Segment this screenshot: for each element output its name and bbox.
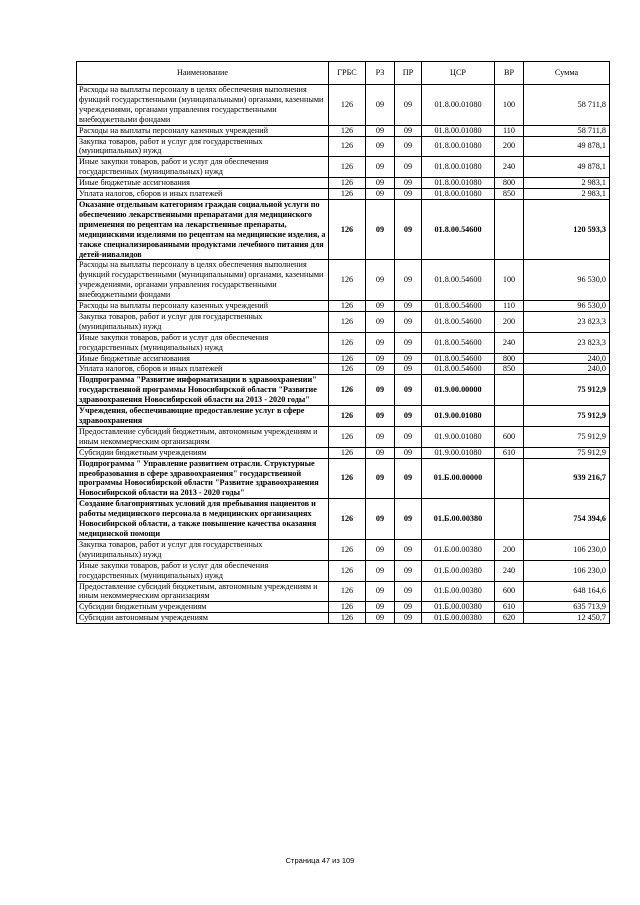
cell-sum: 635 713,9 — [524, 602, 610, 613]
cell-sum: 754 394,6 — [524, 499, 610, 540]
cell-pr: 09 — [395, 375, 422, 406]
header-csr: ЦСР — [422, 62, 495, 85]
cell-pr: 09 — [395, 602, 422, 613]
cell-name: Закупка товаров, работ и услуг для государственных (муниципальных) нужд — [77, 311, 329, 332]
cell-csr: 01.8.00.54600 — [422, 260, 495, 301]
cell-pr: 09 — [395, 157, 422, 178]
cell-csr: 01.Б.00.00380 — [422, 499, 495, 540]
cell-name: Иные бюджетные ассигнования — [77, 353, 329, 364]
cell-sum: 75 912,9 — [524, 375, 610, 406]
cell-sum: 2 983,1 — [524, 178, 610, 189]
cell-pr: 09 — [395, 178, 422, 189]
cell-name: Уплата налогов, сборов и иных платежей — [77, 364, 329, 375]
cell-sum: 12 450,7 — [524, 613, 610, 624]
cell-grbs: 126 — [329, 560, 366, 581]
table-row — [77, 499, 610, 540]
cell-vr — [495, 406, 524, 427]
cell-vr: 110 — [495, 125, 524, 136]
cell-vr: 200 — [495, 136, 524, 157]
cell-csr: 01.8.00.54600 — [422, 199, 495, 259]
cell-rz: 09 — [366, 178, 395, 189]
cell-name: Создание благоприятных условий для пребывания пациентов и работы медицинского персонала в медицинских организациях Новосибирской области, а также повышение качества оказания медицинской помощи — [77, 499, 329, 540]
cell-sum: 648 164,6 — [524, 581, 610, 602]
cell-grbs: 126 — [329, 136, 366, 157]
cell-csr: 01.9.00.01080 — [422, 447, 495, 458]
cell-sum: 939 216,7 — [524, 458, 610, 499]
cell-csr: 01.8.00.54600 — [422, 311, 495, 332]
cell-grbs: 126 — [329, 581, 366, 602]
cell-vr: 610 — [495, 602, 524, 613]
budget-table — [76, 61, 610, 624]
cell-vr: 200 — [495, 539, 524, 560]
cell-vr: 240 — [495, 332, 524, 353]
cell-rz: 09 — [366, 157, 395, 178]
table-row — [77, 178, 610, 189]
cell-name: Подпрограмма "Развитие информатизации в здравоохранении" государственной программы Новосибирской области "Развитие здравоохранения Новосибирской области на 2013 - 2020 годы" — [77, 375, 329, 406]
table-row — [77, 613, 610, 624]
header-name: Наименование — [77, 62, 329, 85]
cell-rz: 09 — [366, 426, 395, 447]
cell-vr: 620 — [495, 613, 524, 624]
cell-rz: 09 — [366, 136, 395, 157]
table-row — [77, 157, 610, 178]
cell-sum: 120 593,3 — [524, 199, 610, 259]
cell-sum: 106 230,0 — [524, 560, 610, 581]
cell-grbs: 126 — [329, 602, 366, 613]
cell-pr: 09 — [395, 311, 422, 332]
cell-vr: 800 — [495, 353, 524, 364]
cell-sum: 96 530,0 — [524, 260, 610, 301]
cell-csr: 01.8.00.54600 — [422, 364, 495, 375]
cell-csr: 01.8.00.01080 — [422, 178, 495, 189]
cell-sum: 75 912,9 — [524, 426, 610, 447]
table-body — [77, 85, 610, 624]
table-header-row — [77, 62, 610, 85]
cell-name: Расходы на выплаты персоналу казенных учреждений — [77, 125, 329, 136]
cell-vr: 100 — [495, 260, 524, 301]
cell-csr: 01.8.00.01080 — [422, 189, 495, 200]
cell-rz: 09 — [366, 85, 395, 126]
cell-sum: 75 912,9 — [524, 447, 610, 458]
table-row — [77, 539, 610, 560]
cell-pr: 09 — [395, 447, 422, 458]
cell-name: Учреждения, обеспечивающие предоставление услуг в сфере здравоохранения — [77, 406, 329, 427]
cell-name: Предоставление субсидий бюджетным, автономным учреждениям и иным некоммерческим организациям — [77, 581, 329, 602]
cell-pr: 09 — [395, 332, 422, 353]
cell-pr: 09 — [395, 136, 422, 157]
cell-rz: 09 — [366, 301, 395, 312]
cell-vr: 600 — [495, 426, 524, 447]
cell-pr: 09 — [395, 406, 422, 427]
cell-grbs: 126 — [329, 178, 366, 189]
cell-name: Подпрограмма " Управление развитием отрасли. Структурные преобразования в сфере здравоохранения" государственной программы Новосибирской области "Развитие здравоохранения Новосибирской области на 2013 - 2020 годы" — [77, 458, 329, 499]
cell-sum: 240,0 — [524, 364, 610, 375]
cell-grbs: 126 — [329, 499, 366, 540]
cell-rz: 09 — [366, 613, 395, 624]
cell-pr: 09 — [395, 539, 422, 560]
table-row — [77, 85, 610, 126]
cell-name: Иные закупки товаров, работ и услуг для обеспечения государственных (муниципальных) нужд — [77, 560, 329, 581]
table-row — [77, 189, 610, 200]
cell-csr: 01.Б.00.00380 — [422, 602, 495, 613]
table-row — [77, 332, 610, 353]
cell-rz: 09 — [366, 560, 395, 581]
cell-name: Расходы на выплаты персоналу казенных учреждений — [77, 301, 329, 312]
cell-name: Субсидии автономным учреждениям — [77, 613, 329, 624]
cell-rz: 09 — [366, 189, 395, 200]
cell-csr: 01.8.00.54600 — [422, 301, 495, 312]
cell-pr: 09 — [395, 189, 422, 200]
cell-vr: 600 — [495, 581, 524, 602]
table-row — [77, 364, 610, 375]
cell-csr: 01.Б.00.00380 — [422, 613, 495, 624]
table-row — [77, 602, 610, 613]
cell-grbs: 126 — [329, 613, 366, 624]
cell-grbs: 126 — [329, 458, 366, 499]
table-row — [77, 560, 610, 581]
cell-pr: 09 — [395, 85, 422, 126]
table-row — [77, 311, 610, 332]
cell-csr: 01.8.00.01080 — [422, 136, 495, 157]
cell-pr: 09 — [395, 458, 422, 499]
cell-rz: 09 — [366, 311, 395, 332]
cell-csr: 01.8.00.01080 — [422, 125, 495, 136]
table-row — [77, 260, 610, 301]
cell-rz: 09 — [366, 447, 395, 458]
cell-vr — [495, 458, 524, 499]
cell-pr: 09 — [395, 426, 422, 447]
cell-csr: 01.Б.00.00000 — [422, 458, 495, 499]
table-row — [77, 406, 610, 427]
cell-rz: 09 — [366, 364, 395, 375]
cell-name: Уплата налогов, сборов и иных платежей — [77, 189, 329, 200]
cell-name: Оказание отдельным категориям граждан социальной услуги по обеспечению лекарственными препаратами для медицинского применения по рецептам на лекарственные препараты, медицинскими изделиями по рецептам на медицинские изделия, а также специализированными продуктами лечебного питания для детей-инвалидов — [77, 199, 329, 259]
cell-grbs: 126 — [329, 260, 366, 301]
cell-pr: 09 — [395, 364, 422, 375]
cell-name: Расходы на выплаты персоналу в целях обеспечения выполнения функций государственными (муниципальными) органами, казенными учреждениями, органами управления государственными внебюджетными фондами — [77, 260, 329, 301]
cell-grbs: 126 — [329, 189, 366, 200]
cell-sum: 23 823,3 — [524, 311, 610, 332]
cell-name: Иные закупки товаров, работ и услуг для обеспечения государственных (муниципальных) нужд — [77, 157, 329, 178]
cell-grbs: 126 — [329, 539, 366, 560]
cell-rz: 09 — [366, 406, 395, 427]
cell-pr: 09 — [395, 613, 422, 624]
cell-grbs: 126 — [329, 157, 366, 178]
cell-vr: 610 — [495, 447, 524, 458]
cell-vr: 100 — [495, 85, 524, 126]
cell-vr: 850 — [495, 364, 524, 375]
cell-name: Субсидии бюджетным учреждениям — [77, 602, 329, 613]
table-row — [77, 125, 610, 136]
cell-csr: 01.Б.00.00380 — [422, 539, 495, 560]
cell-sum: 106 230,0 — [524, 539, 610, 560]
table-row — [77, 301, 610, 312]
cell-pr: 09 — [395, 353, 422, 364]
cell-csr: 01.9.00.00000 — [422, 375, 495, 406]
cell-sum: 58 711,8 — [524, 125, 610, 136]
table-row — [77, 353, 610, 364]
cell-pr: 09 — [395, 301, 422, 312]
header-grbs: ГРБС — [329, 62, 366, 85]
cell-sum: 23 823,3 — [524, 332, 610, 353]
cell-grbs: 126 — [329, 311, 366, 332]
table-row — [77, 458, 610, 499]
table-row — [77, 447, 610, 458]
cell-grbs: 126 — [329, 353, 366, 364]
cell-name: Иные бюджетные ассигнования — [77, 178, 329, 189]
table-row — [77, 581, 610, 602]
cell-sum: 96 530,0 — [524, 301, 610, 312]
cell-grbs: 126 — [329, 301, 366, 312]
cell-pr: 09 — [395, 199, 422, 259]
cell-name: Закупка товаров, работ и услуг для государственных (муниципальных) нужд — [77, 136, 329, 157]
cell-grbs: 126 — [329, 125, 366, 136]
cell-grbs: 126 — [329, 85, 366, 126]
cell-csr: 01.Б.00.00380 — [422, 581, 495, 602]
table-row — [77, 136, 610, 157]
cell-csr: 01.9.00.01080 — [422, 426, 495, 447]
cell-rz: 09 — [366, 125, 395, 136]
cell-rz: 09 — [366, 260, 395, 301]
cell-rz: 09 — [366, 458, 395, 499]
cell-pr: 09 — [395, 260, 422, 301]
header-vr: ВР — [495, 62, 524, 85]
cell-name: Закупка товаров, работ и услуг для государственных (муниципальных) нужд — [77, 539, 329, 560]
cell-grbs: 126 — [329, 199, 366, 259]
cell-rz: 09 — [366, 581, 395, 602]
cell-name: Расходы на выплаты персоналу в целях обеспечения выполнения функций государственными (муниципальными) органами, казенными учреждениями, органами управления государственными внебюджетными фондами — [77, 85, 329, 126]
cell-csr: 01.8.00.54600 — [422, 353, 495, 364]
cell-rz: 09 — [366, 539, 395, 560]
cell-rz: 09 — [366, 499, 395, 540]
cell-rz: 09 — [366, 332, 395, 353]
cell-name: Субсидии бюджетным учреждениям — [77, 447, 329, 458]
cell-pr: 09 — [395, 581, 422, 602]
header-pr: ПР — [395, 62, 422, 85]
cell-sum: 75 912,9 — [524, 406, 610, 427]
cell-sum: 49 878,1 — [524, 157, 610, 178]
cell-rz: 09 — [366, 199, 395, 259]
cell-csr: 01.8.00.01080 — [422, 85, 495, 126]
cell-vr: 850 — [495, 189, 524, 200]
table-row — [77, 426, 610, 447]
cell-csr: 01.8.00.01080 — [422, 157, 495, 178]
table-row — [77, 199, 610, 259]
cell-csr: 01.8.00.54600 — [422, 332, 495, 353]
cell-csr: 01.Б.00.00380 — [422, 560, 495, 581]
cell-sum: 2 983,1 — [524, 189, 610, 200]
cell-vr: 200 — [495, 311, 524, 332]
cell-grbs: 126 — [329, 406, 366, 427]
cell-grbs: 126 — [329, 447, 366, 458]
cell-vr: 240 — [495, 560, 524, 581]
cell-vr: 110 — [495, 301, 524, 312]
cell-rz: 09 — [366, 375, 395, 406]
cell-sum: 240,0 — [524, 353, 610, 364]
cell-pr: 09 — [395, 499, 422, 540]
page-number: Страница 47 из 109 — [285, 856, 355, 865]
cell-vr: 240 — [495, 157, 524, 178]
cell-grbs: 126 — [329, 426, 366, 447]
cell-grbs: 126 — [329, 364, 366, 375]
cell-vr — [495, 375, 524, 406]
cell-sum: 58 711,8 — [524, 85, 610, 126]
cell-rz: 09 — [366, 602, 395, 613]
cell-pr: 09 — [395, 560, 422, 581]
cell-rz: 09 — [366, 353, 395, 364]
cell-vr: 800 — [495, 178, 524, 189]
cell-grbs: 126 — [329, 375, 366, 406]
cell-name: Иные закупки товаров, работ и услуг для обеспечения государственных (муниципальных) нужд — [77, 332, 329, 353]
cell-pr: 09 — [395, 125, 422, 136]
cell-grbs: 126 — [329, 332, 366, 353]
cell-vr — [495, 499, 524, 540]
cell-sum: 49 878,1 — [524, 136, 610, 157]
header-rz: РЗ — [366, 62, 395, 85]
cell-vr — [495, 199, 524, 259]
table-row — [77, 375, 610, 406]
header-sum: Сумма — [524, 62, 610, 85]
cell-csr: 01.9.00.01080 — [422, 406, 495, 427]
cell-name: Предоставление субсидий бюджетным, автономным учреждениям и иным некоммерческим организациям — [77, 426, 329, 447]
